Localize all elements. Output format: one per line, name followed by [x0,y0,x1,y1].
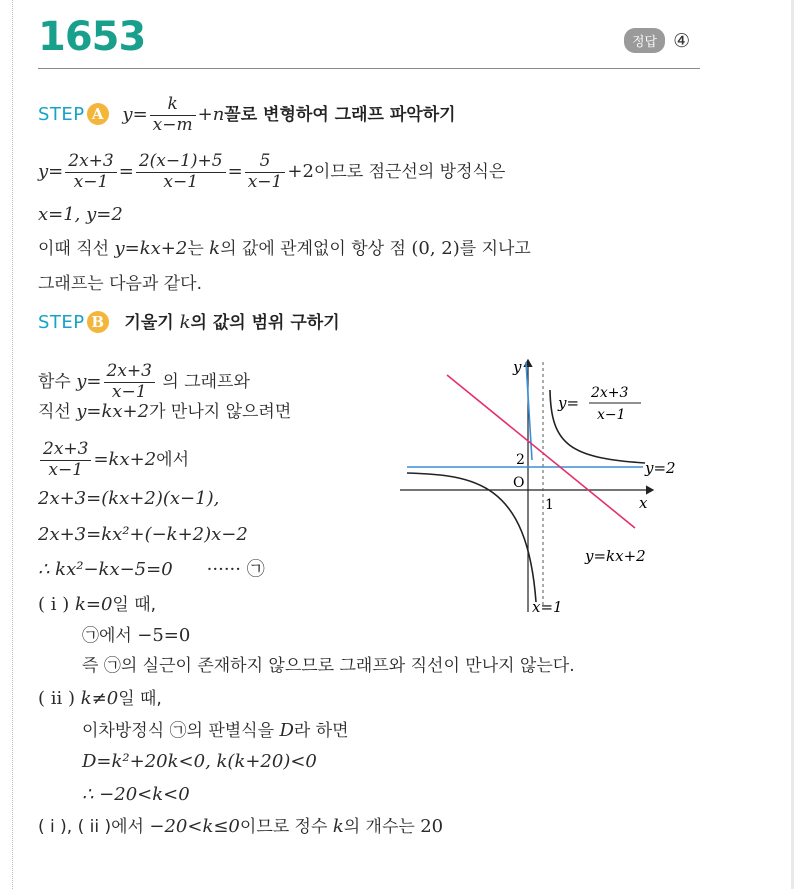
b5: 2x+3=kx²+(−k+2)x−2 [38,524,248,545]
case-2-line-3 [82,753,317,771]
step-a-eq: = [132,104,148,126]
step-b-k: k [179,312,191,333]
f-math: −20<k≤0 [149,816,240,837]
step-a-tail: +n [197,104,225,126]
asym-h-label: y=2 [645,459,676,477]
b6: ∴ kx²−kx−5=0 [38,559,173,580]
step-a-heading [38,95,456,135]
b1-num: 2x+3 [104,362,155,383]
c1-label: ( i ) [38,594,75,615]
curve-label-den: x−1 [597,407,626,423]
l1-f2-den: x−1 [163,171,199,192]
step-a-y: y [122,104,133,126]
b1-y: y [76,371,87,393]
b1-frac [104,362,155,402]
b3-den: x−1 [48,459,84,480]
c2-l2-D: D [279,720,294,741]
graph [395,350,695,620]
case-2-line-2 [82,722,349,740]
step-a-label: STEP [38,104,85,126]
step-a-fraction [150,95,196,135]
b6-tag: ······ ㉠ [206,559,265,580]
tick-y-2: 2 [516,452,525,468]
asym-v-label: x=1 [532,598,563,616]
b1-a: 함수 [38,372,77,393]
b1-b: 의 그래프와 [156,372,250,393]
b1-eq: = [86,371,102,393]
answer-value: ④ [673,29,691,52]
blue-line [526,362,532,460]
curve-label-y: y= [558,394,580,412]
l2-asymptotes: x=1, y=2 [38,204,123,225]
b2-b: 가 만나지 않으려면 [149,402,292,422]
l3-k: k [209,238,221,259]
step-a-letter: A [87,103,109,125]
step-b-label: STEP [38,312,85,333]
l1-tail: +2 [287,161,314,183]
case-1-line-2 [82,627,190,645]
l1-f3-num: 5 [245,152,286,173]
l1-frac-3 [245,152,286,192]
c2-math: k≠0 [80,688,119,709]
l1-f1-num: 2x+3 [65,152,116,173]
c2-l2-a: 이차방정식 ㉠의 판별식을 [82,721,280,741]
problem-number: 1653 [38,14,146,60]
f-a: ( i ), ( ii )에서 [38,817,150,837]
l3-d: 를 지나고 [459,239,531,259]
l1-eq-2: = [118,161,134,183]
body-line-6 [38,561,265,579]
step-a-num: k [150,95,196,116]
curve-label-num: 2x+3 [591,385,629,401]
case-2-line-4 [82,786,190,804]
b4: 2x+3=(kx+2)(x−1), [38,488,220,509]
c1-l2-a: ㉠에서 [82,626,138,646]
x-axis-label: x [639,494,648,512]
c2-l4: ∴ −20<k<0 [82,784,190,805]
c1-text: 일 때, [112,595,157,615]
body-line-4 [38,490,219,508]
tick-x-1: 1 [545,497,554,513]
l1-eq-3: = [227,161,243,183]
line-label: y=kx+2 [585,547,646,565]
l1-f2-num: 2(x−1)+5 [136,152,226,173]
left-margin-rule [12,0,13,889]
origin-label: O [513,475,525,491]
l1-eq: = [48,161,64,183]
c1-l2-math: −5=0 [137,625,191,646]
c2-text: 일 때, [118,689,162,709]
b3-math: =kx+2 [93,449,157,471]
case-1-line-3 [82,657,575,675]
final-line [38,818,443,836]
header-divider [38,68,700,69]
f-k: k [332,816,344,837]
c2-label: ( ii ) [38,688,81,709]
line-4 [38,275,202,293]
l3-math: y=kx+2 [114,238,188,259]
l1-frac-1 [65,152,116,192]
step-b-title-a: 기울기 [124,313,180,333]
hyperbola-left-branch [407,473,536,602]
case-1-line [38,596,156,614]
b3-num: 2x+3 [40,440,91,461]
b3-b: 에서 [156,450,190,471]
line-2 [38,206,123,224]
body-line-1 [38,362,250,402]
c2-l3: D=k²+20k<0, k(k+20)<0 [82,751,317,772]
l4-text: 그래프는 다음과 같다. [38,274,203,294]
answer-badge: 정답 [624,28,665,53]
l1-f3-den: x−1 [247,171,283,192]
y-axis-label: y [513,358,522,376]
step-b-title-b: 의 값의 범위 구하기 [190,313,340,333]
right-page-edge [791,0,794,889]
c2-l2-b: 라 하면 [293,721,349,741]
body-line-5 [38,526,248,544]
answer-box [624,28,690,53]
body-line-3 [38,440,189,480]
body-line-2 [38,403,291,421]
l1-frac-2 [136,152,226,192]
b2-math: y=kx+2 [76,401,150,422]
c1-math: k=0 [74,594,113,615]
line-1 [38,152,505,192]
l1-f1-den: x−1 [73,171,109,192]
l3-c: 의 값에 관계없이 항상 점 [220,239,412,259]
b2-a: 직선 [38,402,77,422]
case-2-line [38,690,162,708]
step-b-heading [38,311,340,333]
step-b-letter: B [87,311,109,333]
l3-point: (0, 2) [411,238,460,259]
l1-y: y [38,161,49,183]
l3-b: 는 [187,239,210,259]
step-a-den: x−m [152,114,193,135]
l3-a: 이때 직선 [38,239,115,259]
f-b: 이므로 정수 [239,817,333,837]
b1-den: x−1 [111,381,147,402]
f-c: 의 개수는 [343,817,421,837]
step-a-title: 꼴로 변형하여 그래프 파악하기 [224,105,456,126]
c1-l3: 즉 ㉠의 실근이 존재하지 않으므로 그래프와 직선이 만나지 않는다. [82,656,575,676]
l1-text: 이므로 점근선의 방정식은 [313,162,506,183]
f-n: 20 [420,816,444,837]
line-3 [38,240,531,258]
b3-frac [40,440,91,480]
